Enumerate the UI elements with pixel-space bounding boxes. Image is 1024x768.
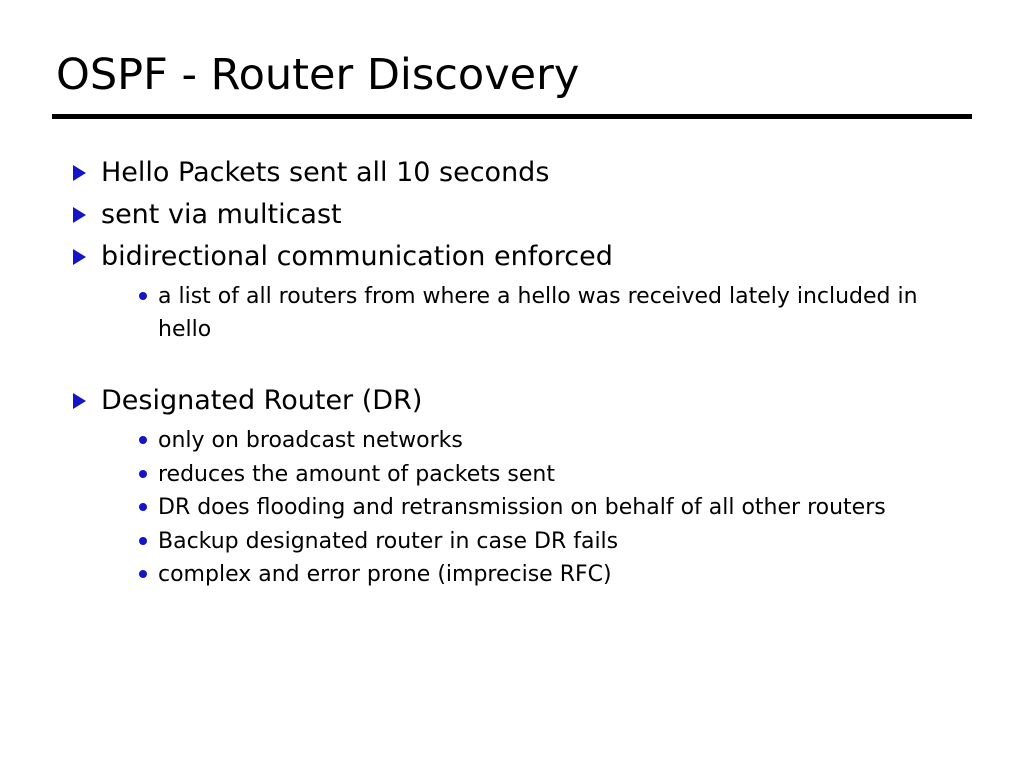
sub-list-item [101,458,968,491]
sub-bullet-text: a list of all routers from where a hello was received lately included in hello [158,283,918,342]
bullet-list [68,152,968,591]
sub-bullet-text: reduces the amount of packets sent [158,461,555,487]
list-item [68,194,968,236]
sub-bullet-text: Backup designated router in case DR fails [158,528,619,554]
title-divider [52,114,972,119]
sub-list-item [101,491,968,524]
list-spacer [68,346,968,380]
sub-list-item [101,525,968,558]
list-item [68,152,968,194]
list-item [68,380,968,591]
bullet-text: bidirectional communication enforced [101,240,613,272]
triangle-bullet-icon [73,393,86,409]
sub-list-item [101,558,968,591]
sub-bullet-text: DR does flooding and retransmission on behalf of all other routers [158,495,886,521]
triangle-bullet-icon [73,207,86,223]
dot-bullet-icon [139,503,147,511]
dot-bullet-icon [139,537,147,545]
sub-list-item [101,424,968,457]
bullet-text: sent via multicast [101,198,342,230]
triangle-bullet-icon [73,249,86,265]
slide-content [68,152,968,591]
page-title: OSPF - Router Discovery [56,50,580,100]
dot-bullet-icon [139,470,147,478]
list-item [68,236,968,347]
triangle-bullet-icon [73,165,86,181]
sub-bullet-text: complex and error prone (imprecise RFC) [158,562,612,587]
sub-list-item [101,280,968,347]
dot-bullet-icon [139,292,147,300]
sub-bullet-text: only on broadcast networks [158,428,463,454]
dot-bullet-icon [139,436,147,444]
sub-bullet-list [101,280,968,347]
bullet-text: Designated Router (DR) [101,385,423,417]
sub-bullet-list [101,424,968,591]
dot-bullet-icon [139,570,147,578]
bullet-text: Hello Packets sent all 10 seconds [101,157,550,188]
